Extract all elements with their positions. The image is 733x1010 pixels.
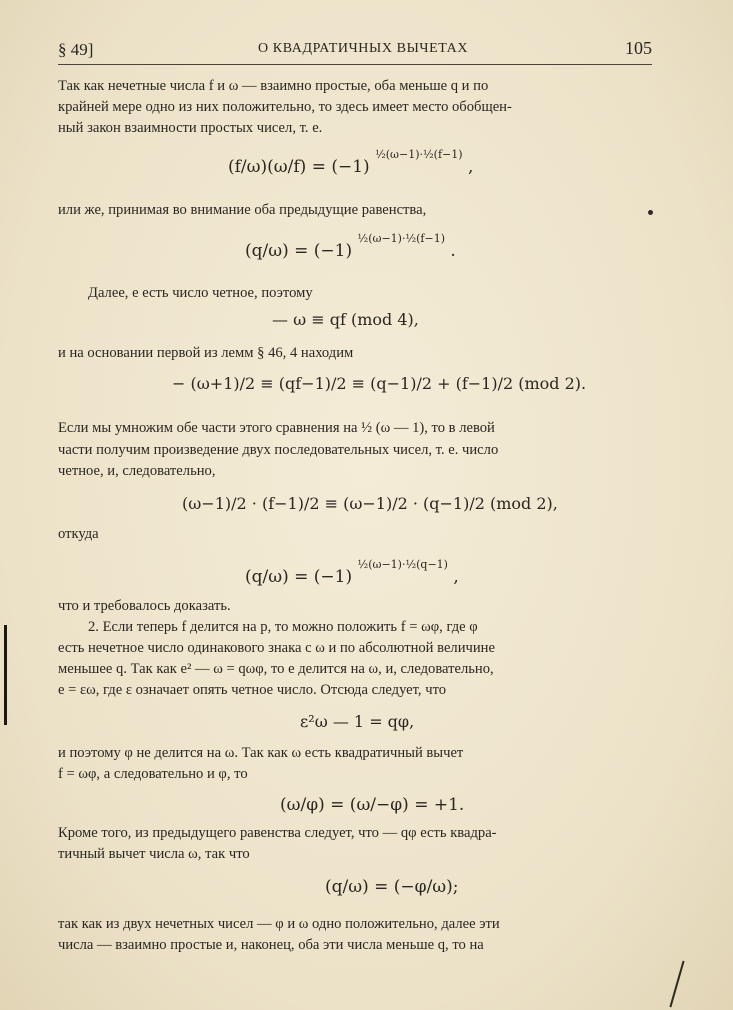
chapter-title: О КВАДРАТИЧНЫХ ВЫЧЕТАХ: [258, 41, 469, 56]
equation-reciprocity: (f/ω)(ω/f) = (−1) $^{\frac{1}{2}(\omega-1)\cdot\frac{1}{2}(f-1)}$ ,: [228, 148, 474, 177]
pencil-stroke: [669, 961, 684, 1008]
text-line: e = εω, где ε означает опять четное число. Отсюда следует, что: [58, 682, 447, 698]
equation-congruence-mod2: − (ω+1)/2 ≡ (qf−1)/2 ≡ (q−1)/2 + (f−1)/2 (mod 2).: [172, 374, 587, 393]
equation-product-congruence: (ω−1)/2 · (f−1)/2 ≡ (ω−1)/2 · (q−1)/2 (mod 2),: [182, 494, 558, 513]
text-line: и на основании первой из лемм § 46, 4 находим: [58, 345, 354, 361]
running-header: [58, 38, 652, 66]
ink-dot: [648, 210, 653, 215]
text-line: Далее, e есть число четное, поэтому: [88, 285, 313, 301]
text-line: 2. Если теперь f делится на p, то можно положить f = ωφ, где φ: [88, 619, 478, 635]
equation-q-phi: (q/ω) = (−φ/ω);: [325, 877, 459, 897]
page-number: 105: [625, 38, 652, 58]
text-line: что и требовалось доказать.: [58, 598, 231, 614]
text-line: числа — взаимно простые и, наконец, оба эти числа меньше q, то на: [58, 937, 484, 953]
text-line: f = ωφ, а следовательно и φ, то: [58, 766, 248, 782]
text-line: откуда: [58, 526, 99, 542]
text-line: Так как нечетные числа f и ω — взаимно простые, оба меньше q и по: [58, 78, 489, 94]
text-line: Кроме того, из предыдущего равенства следует, что — qφ есть квадра-: [58, 825, 497, 841]
text-line: или же, принимая во внимание оба предыдущие равенства,: [58, 202, 427, 218]
section-number: § 49]: [58, 40, 94, 59]
equation-legendre-q-omega: (q/ω) = (−1) $^{\frac{1}{2}(\omega-1)\cdot\frac{1}{2}(f-1)}$ .: [245, 232, 456, 261]
equation-result: (q/ω) = (−1) $^{\frac{1}{2}(\omega-1)\cdot\frac{1}{2}(q-1)}$ ,: [245, 558, 459, 587]
header-rule: [58, 64, 652, 65]
equation-congruence-mod4: — ω ≡ qf (mod 4),: [272, 310, 419, 329]
text-line: так как из двух нечетных чисел — φ и ω одно положительно, далее эти: [58, 916, 500, 932]
equation-omega-phi: (ω/φ) = (ω/−φ) = +1.: [280, 795, 465, 815]
text-line: тичный вычет числа ω, так что: [58, 846, 250, 862]
text-line: есть нечетное число одинакового знака с ω и по абсолютной величине: [58, 640, 495, 656]
text-line: и поэтому φ не делится на ω. Так как ω есть квадратичный вычет: [58, 745, 464, 761]
text-line: ный закон взаимности простых чисел, т. е.: [58, 120, 323, 136]
text-line: четное, и, следовательно,: [58, 463, 216, 479]
equation-epsilon: ε²ω — 1 = qφ,: [300, 712, 415, 731]
text-line: Если мы умножим обе части этого сравнения на ½ (ω — 1), то в левой: [58, 420, 495, 436]
text-line: части получим произведение двух последовательных чисел, т. е. число: [58, 442, 499, 458]
text-line: меньшее q. Так как e² — ω = qωφ, то e делится на ω, и, следовательно,: [58, 661, 494, 677]
text-line: крайней мере одно из них положительно, то здесь имеет место обобщен-: [58, 99, 512, 115]
margin-bar: [4, 625, 7, 725]
